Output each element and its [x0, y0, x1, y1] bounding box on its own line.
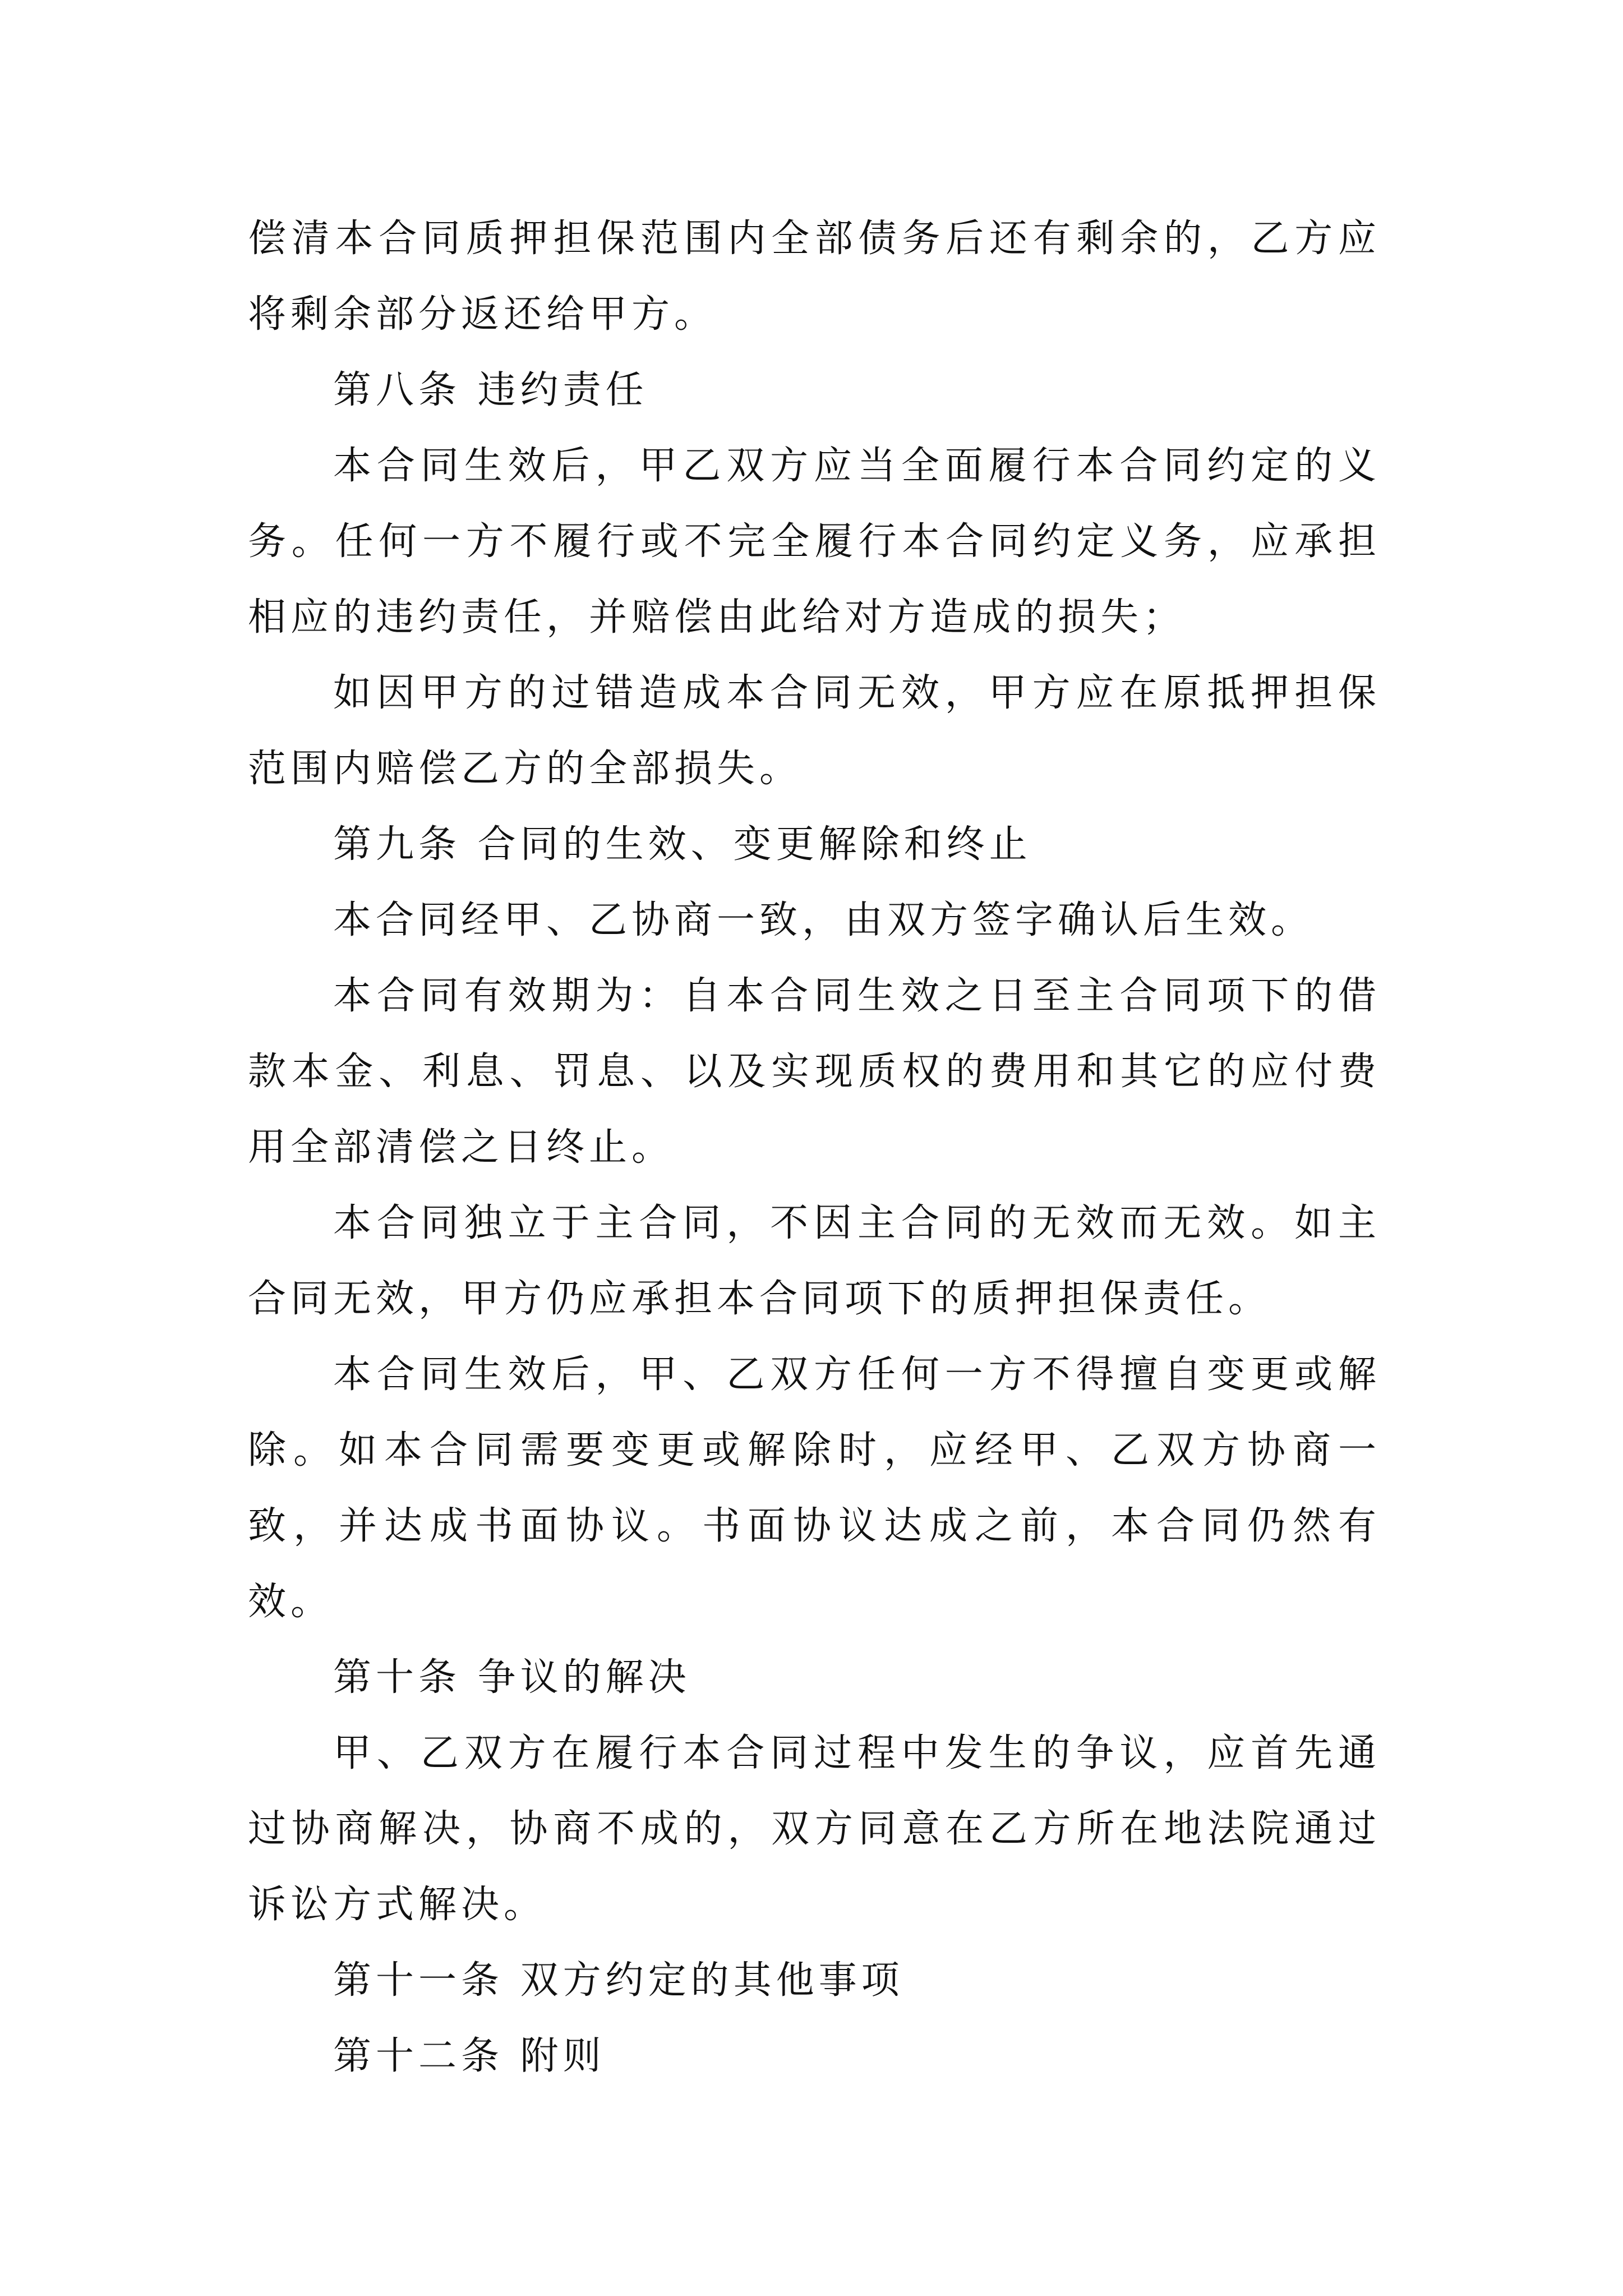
article-9-heading: 第九条 合同的生效、变更解除和终止: [333, 822, 1032, 867]
article-9-paragraph-4: 本合同生效后，甲、乙双方任何一方不得擅自变更或解除。如本合同需要变更或解除时，应经甲、乙双方协商一致，并达成书面协议。书面协议达成之前，本合同仍然有效。: [248, 1352, 1381, 1624]
article-8-paragraph-1: 本合同生效后，甲乙双方应当全面履行本合同约定的义务。任何一方不履行或不完全履行本合同约定义务，应承担相应的违约责任，并赔偿由此给对方造成的损失；: [248, 444, 1381, 639]
article-10-paragraph-1: 甲、乙双方在履行本合同过程中发生的争议，应首先通过协商解决，协商不成的，双方同意在乙方所在地法院通过诉讼方式解决。: [248, 1731, 1381, 1927]
article-12-heading: 第十二条 附则: [333, 2034, 606, 2078]
article-9-paragraph-2: 本合同有效期为：自本合同生效之日至主合同项下的借款本金、利息、罚息、以及实现质权的费用和其它的应付费用全部清偿之日终止。: [248, 974, 1381, 1170]
article-9-paragraph-3: 本合同独立于主合同，不因主合同的无效而无效。如主合同无效，甲方仍应承担本合同项下的质押担保责任。: [248, 1201, 1381, 1321]
article-9-paragraph-1: 本合同经甲、乙协商一致，由双方签字确认后生效。: [333, 898, 1314, 942]
document-body: [248, 201, 1381, 2094]
article-8-paragraph-2: 如因甲方的过错造成本合同无效，甲方应在原抵押担保范围内赔偿乙方的全部损失。: [248, 671, 1381, 791]
article-11-heading: 第十一条 双方约定的其他事项: [333, 1958, 904, 2003]
article-10-heading: 第十条 争议的解决: [333, 1655, 691, 1700]
article-8-heading: 第八条 违约责任: [333, 368, 648, 412]
continuation-paragraph: 偿清本合同质押担保范围内全部债务后还有剩余的，乙方应将剩余部分返还给甲方。: [248, 217, 1381, 337]
